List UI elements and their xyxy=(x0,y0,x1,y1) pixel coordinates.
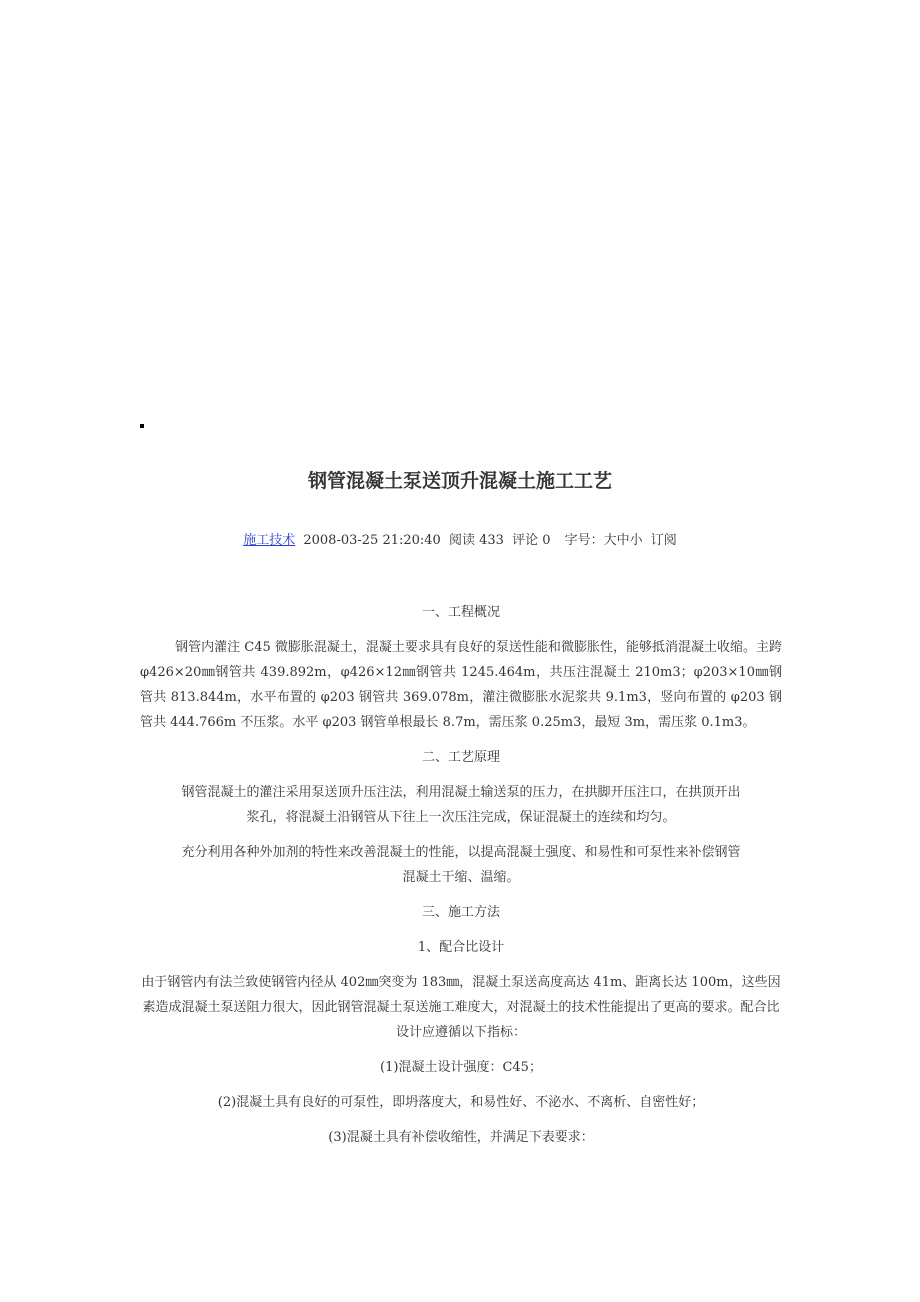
article-body xyxy=(140,600,782,1150)
read-count: 阅读 433 xyxy=(448,533,504,548)
section-3-paragraph: 由于钢管内有法兰致使钢管内径从 402㎜突变为 183㎜，混凝土泵送高度高达 41m、距离长达 100m，这些因素造成混凝土泵送阻力很大，因此钢管混凝土泵送施工难度大，对混凝土的技术性能提出了更高的要求。配合比设计应遵循以下指标： xyxy=(141,975,781,1040)
font-size-control[interactable]: 字号：大中小 xyxy=(564,533,643,548)
section-2-paragraph-2: 充分利用各种外加剂的特性来改善混凝土的性能，以提高混凝土强度、和易性和可泵性来补偿钢管混凝土干缩、温缩。 xyxy=(181,845,741,885)
comment-count: 评论 0 xyxy=(512,533,551,548)
post-datetime: 2008-03-25 21:20:40 xyxy=(303,533,441,548)
bullet-dot xyxy=(140,424,144,428)
list-item-2: (2)混凝土具有良好的可泵性，即坍落度大，和易性好、不泌水、不离析、自密性好； xyxy=(217,1095,705,1110)
section-heading-2: 二、工艺原理 xyxy=(421,750,500,765)
subscribe-link[interactable]: 订阅 xyxy=(650,533,677,548)
article-meta xyxy=(0,529,920,548)
section-heading-1: 一、工程概况 xyxy=(421,605,500,620)
section-1-paragraph: 钢管内灌注 C45 微膨胀混凝土，混凝土要求具有良好的泵送性能和微膨胀性，能够抵消混凝土收缩。主跨 φ426×20㎜钢管共 439.892m，φ426×12㎜钢管共 1245.464m，共压注混凝土 210m3；φ203×10㎜钢管共 813.844m，水平布置的 φ203 钢管共 369.078m，灌注微膨胀水泥浆共 9.1m3，竖向布置的 φ203 钢管共 444.766m 不压浆。水平 φ203 钢管单根最长 8.7m，需压浆 0.25m3，最短 3m，需压浆 0.1m3。 xyxy=(140,640,782,730)
subsection-heading-1: 1、配合比设计 xyxy=(417,940,505,955)
list-item-3: (3)混凝土具有补偿收缩性，并满足下表要求： xyxy=(328,1130,594,1145)
article-title: 钢管混凝土泵送顶升混凝土施工工艺 xyxy=(307,470,612,492)
list-item-1: (1)混凝土设计强度：C45； xyxy=(380,1060,542,1075)
category-link[interactable]: 施工技术 xyxy=(243,533,296,548)
section-heading-3: 三、施工方法 xyxy=(421,905,500,920)
section-2-paragraph-1: 钢管混凝土的灌注采用泵送顶升压注法，利用混凝土输送泵的压力，在拱脚开压注口，在拱顶开出浆孔，将混凝土沿钢管从下往上一次压注完成，保证混凝土的连续和均匀。 xyxy=(181,785,741,825)
